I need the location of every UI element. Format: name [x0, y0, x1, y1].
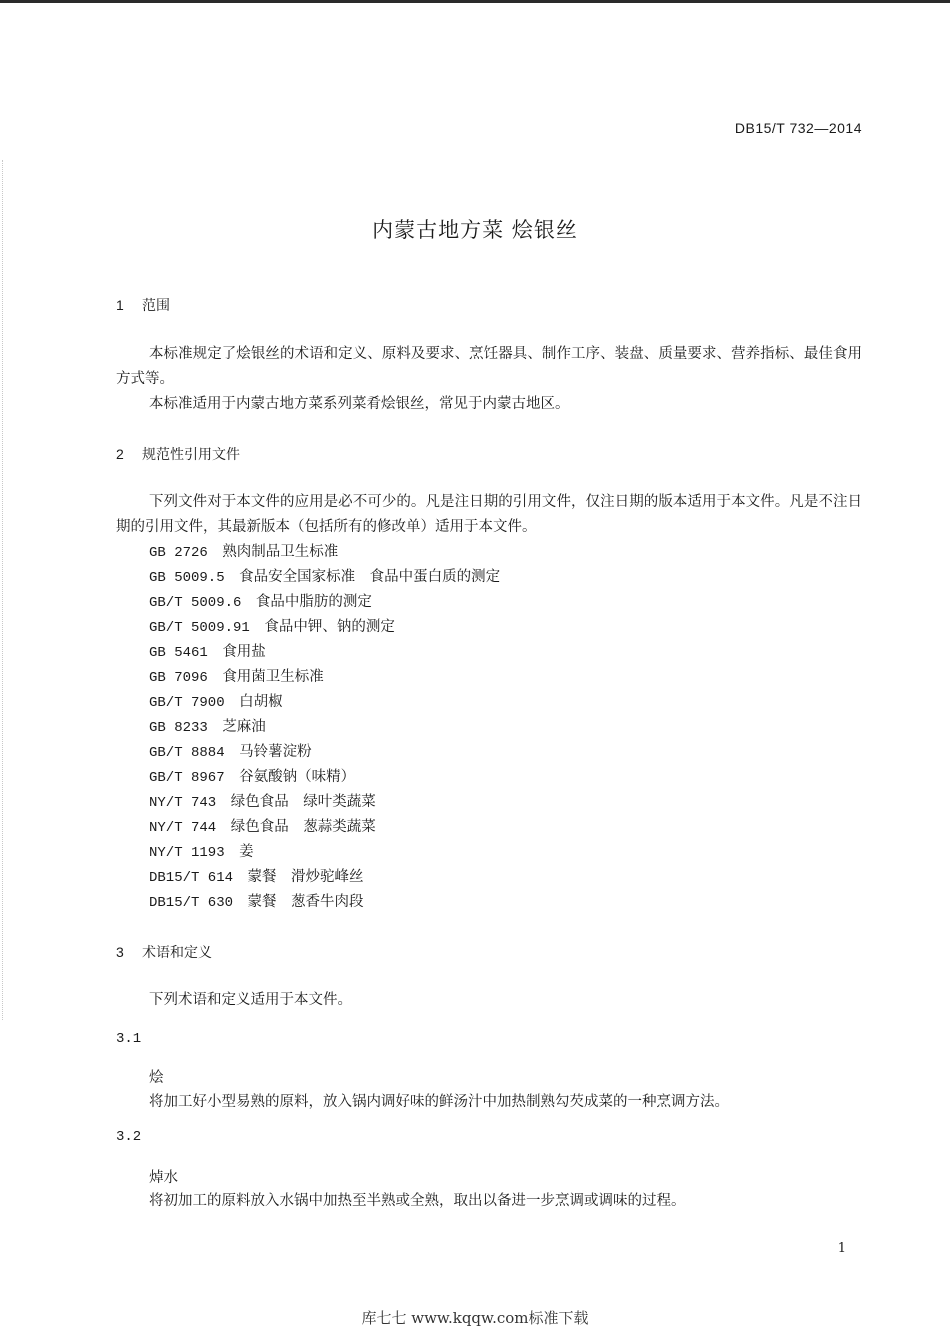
reference-title: 绿色食品 绿叶类蔬菜 [230, 794, 376, 810]
reference-item [149, 590, 372, 616]
reference-title: 食用菌卫生标准 [222, 669, 324, 685]
reference-item [149, 665, 324, 691]
section-title: 规范性引用文件 [142, 447, 240, 463]
reference-item [149, 890, 364, 916]
reference-title: 食品安全国家标准 食品中蛋白质的测定 [239, 569, 501, 585]
reference-code: GB 8233 [149, 720, 208, 736]
section-heading [116, 295, 170, 315]
reference-title: 谷氨酸钠（味精） [239, 769, 356, 785]
reference-code: GB/T 5009.91 [149, 620, 250, 636]
document-id: DB15/T 732—2014 [734, 120, 862, 136]
scan-edge [2, 160, 4, 1020]
reference-code: GB/T 7900 [149, 695, 225, 711]
reference-title: 绿色食品 葱蒜类蔬菜 [230, 819, 376, 835]
section-heading [116, 444, 240, 464]
term-definition: 将加工好小型易熟的原料，放入锅内调好味的鲜汤汁中加热制熟勾芡成菜的一种烹调方法。 [149, 1094, 729, 1110]
term-heading: 烩 [149, 1070, 164, 1086]
reference-item [149, 765, 355, 791]
reference-item [149, 715, 266, 741]
reference-code: DB15/T 630 [149, 895, 234, 911]
reference-code: GB 2726 [149, 545, 208, 561]
paragraph: 本标准规定了烩银丝的术语和定义、原料及要求、烹饪器具、制作工序、装盘、质量要求、营养指标、最佳食用方式等。 [116, 346, 862, 387]
section-title: 范围 [142, 298, 170, 314]
reference-item [149, 690, 283, 716]
term-heading: 焯水 [149, 1170, 178, 1186]
top-border [0, 0, 950, 3]
reference-code: NY/T 744 [149, 820, 217, 836]
reference-item [149, 740, 312, 766]
reference-item [149, 565, 500, 591]
document-title: 内蒙古地方菜 烩银丝 [372, 218, 578, 242]
paragraph: 本标准适用于内蒙古地方菜系列菜肴烩银丝，常见于内蒙古地区。 [149, 396, 570, 412]
section-heading [116, 942, 212, 962]
reference-code: GB 5009.5 [149, 570, 225, 586]
subsection-number: 3.1 [116, 1031, 142, 1047]
reference-code: DB15/T 614 [149, 870, 234, 886]
reference-item [149, 865, 364, 891]
reference-code: GB/T 5009.6 [149, 595, 242, 611]
reference-title: 食用盐 [222, 644, 266, 660]
reference-item [149, 640, 266, 666]
reference-title: 熟肉制品卫生标准 [222, 544, 339, 560]
paragraph: 下列术语和定义适用于本文件。 [149, 992, 352, 1008]
footer-watermark: 库七七 www.kqqw.com标准下载 [361, 1309, 589, 1327]
section-title: 术语和定义 [142, 945, 212, 961]
reference-title: 蒙餐 滑炒驼峰丝 [247, 869, 364, 885]
reference-code: GB/T 8967 [149, 770, 225, 786]
section-number: 1 [116, 297, 124, 313]
reference-item [149, 790, 376, 816]
page-number: 1 [837, 1241, 846, 1256]
reference-title: 食品中脂肪的测定 [255, 594, 372, 610]
reference-item [149, 540, 338, 566]
section-number: 2 [116, 446, 124, 462]
reference-code: NY/T 1193 [149, 845, 225, 861]
reference-item [149, 815, 376, 841]
reference-title: 蒙餐 葱香牛肉段 [247, 894, 364, 910]
reference-title: 姜 [239, 844, 254, 860]
reference-title: 马铃薯淀粉 [239, 744, 312, 760]
reference-code: GB 7096 [149, 670, 208, 686]
reference-code: GB 5461 [149, 645, 208, 661]
reference-title: 芝麻油 [222, 719, 266, 735]
reference-item [149, 840, 254, 866]
subsection-number: 3.2 [116, 1129, 142, 1145]
reference-title: 食品中钾、钠的测定 [264, 619, 395, 635]
reference-code: GB/T 8884 [149, 745, 225, 761]
paragraph: 下列文件对于本文件的应用是必不可少的。凡是注日期的引用文件，仅注日期的版本适用于本文件。凡是不注日期的引用文件，其最新版本（包括所有的修改单）适用于本文件。 [116, 494, 862, 535]
term-definition: 将初加工的原料放入水锅中加热至半熟或全熟，取出以备进一步烹调或调味的过程。 [149, 1193, 686, 1209]
reference-title: 白胡椒 [239, 694, 283, 710]
reference-item [149, 615, 395, 641]
section-number: 3 [116, 944, 124, 960]
reference-code: NY/T 743 [149, 795, 217, 811]
